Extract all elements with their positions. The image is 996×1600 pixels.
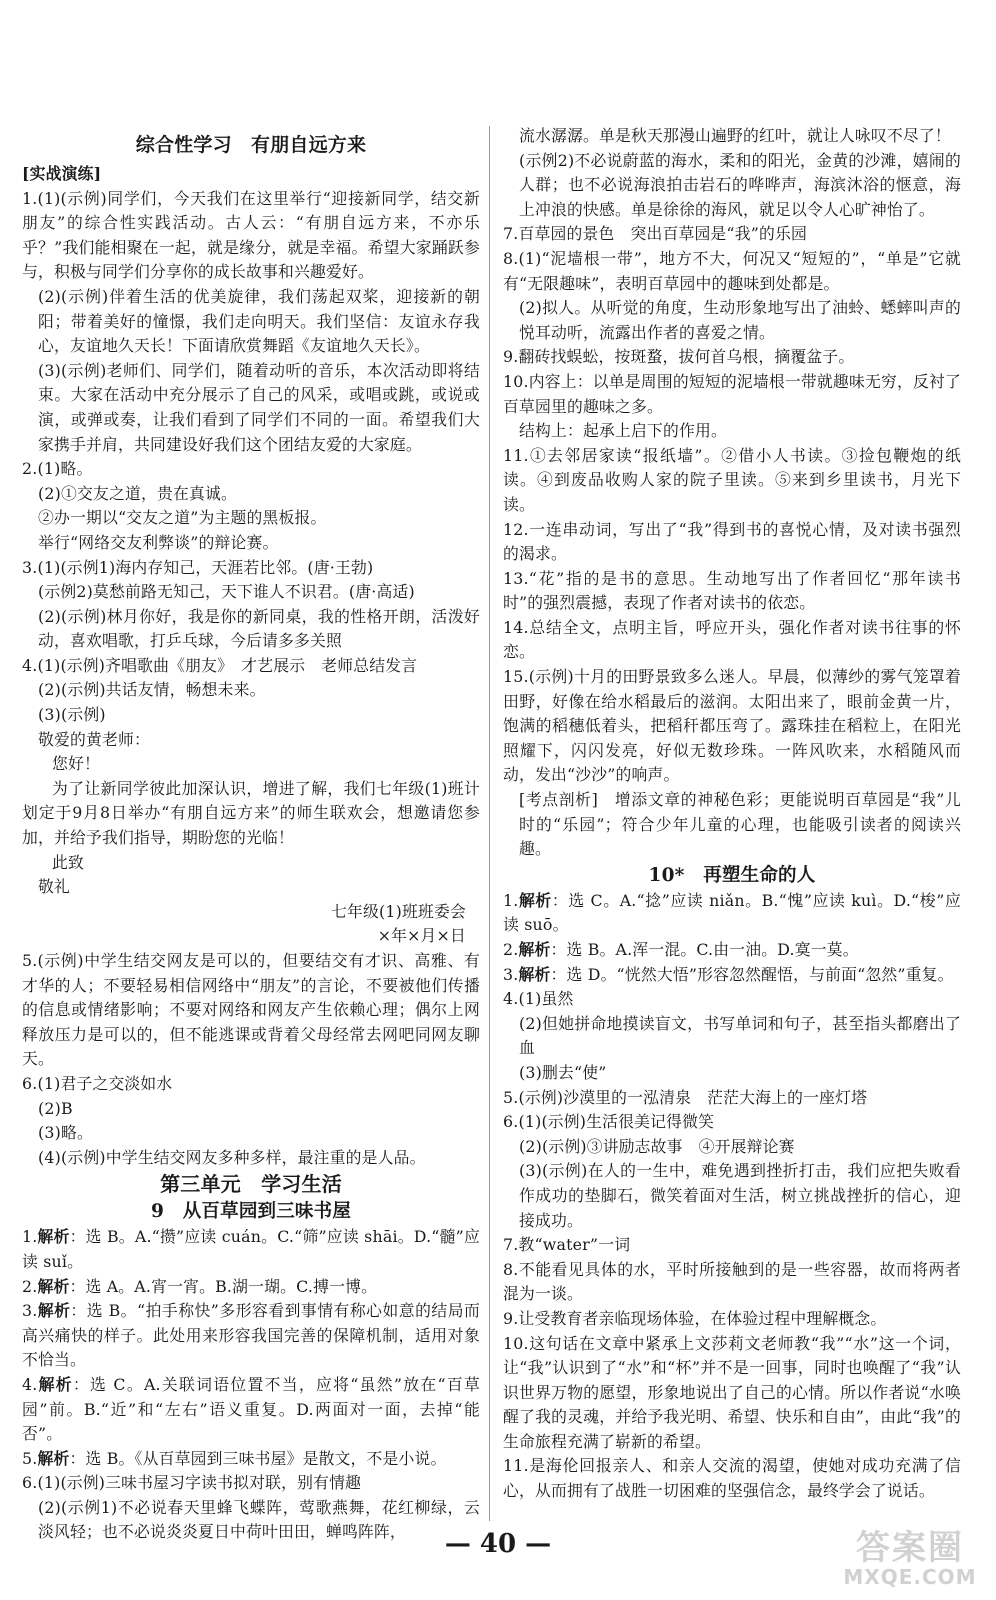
answer-item: 6.(1)(示例)生活很美记得微笑 (503, 1112, 715, 1132)
answer-subitem: (2)①交友之道，贵在真诚。 (38, 483, 237, 503)
answer-subitem: (示例2)不必说蔚蓝的海水，柔和的阳光，金黄的沙滩，嬉闹的人群；也不必说海浪拍击岩石的哗哗声，海滨沐浴的惬意，海上冲浪的快感。单是徐徐的海风，就足以令人心旷神怡了。 (519, 150, 961, 219)
analysis-label: 解析 (518, 940, 551, 959)
answer-subitem: (3)略。 (38, 1123, 93, 1143)
analysis-label: 解析 (518, 964, 551, 984)
answer-subitem: (2)(示例)③讲励志故事 ④开展辩论赛 (519, 1136, 795, 1156)
analysis-text: ：选 A。A.宵一宵。B.湖一瑚。C.搏一博。 (69, 1276, 378, 1296)
answer-item: 7.教“water”一词 (503, 1235, 631, 1255)
answer-subitem: (2)拟人。从听觉的角度，生动形象地写出了油蛉、蟋蟀叫声的悦耳动听，流露出作者的喜爱之情。 (519, 298, 961, 342)
answer-item (22, 1447, 480, 1472)
answer-item: 6.(1)君子之交淡如水 (22, 1073, 173, 1093)
answer-subitem: (2)(示例)伴着生活的优美旋律，我们荡起双桨，迎接新的朝阳；带着美好的憧憬，我们走向明天。我们坚信：友谊永存我心，友谊地久天长！下面请欣赏舞蹈《友谊地久天长》。 (38, 286, 480, 356)
watermark-logo-text: 答案圈 (856, 1528, 964, 1568)
lesson-title: 9 从百草园到三味书屋 (150, 1201, 352, 1223)
answer-item: 7.百草园的景色 突出百草园是“我”的乐园 (503, 224, 807, 244)
answer-subitem: (3)(示例) (38, 705, 106, 725)
item-number: 5. (22, 1448, 38, 1468)
item-number: 3. (22, 1301, 38, 1321)
answer-subitem: (3)(示例)老师们、同学们，随着动听的音乐，本次活动即将结束。大家在活动中充分展示了自己的风采，或唱或跳，或说或演，或弹或奏，让我们看到了同学们不同的一面。希望我们大家携手并肩，共同建设好我们这个团结友爱的大家庭。 (38, 360, 480, 454)
column-divider (489, 126, 490, 1521)
answer-subitem: (3)删去“使” (519, 1062, 607, 1082)
answer-subitem: 敬爱的黄老师： (38, 729, 150, 749)
answer-item: 15.(示例)十月的田野景致多么迷人。早晨，似薄纱的雾气笼罩着田野，好像在给水稻最后的滋润。太阳出来了，眼前金黄一片，饱满的稻穗低着头，把稻秆都压弯了。露珠挂在稻粒上，在阳光照耀下，闪闪发亮，好似无数珍珠。一阵风吹来，水稻随风而动，发出“沙沙”的响声。 (503, 667, 961, 785)
answer-item: 8.不能看见具体的水，平时所接触到的是一些容器，故而将两者混为一谈。 (503, 1259, 961, 1304)
right-column (503, 124, 961, 1504)
analysis-text: ：选 B。“拍手称快”多形容看到事情有称心如意的结局而高兴痛快的样子。此处用来形容我国完善的保障机制，适用对象不恰当。 (22, 1301, 481, 1370)
analysis-text: ：选 B。A.浑一混。C.由一油。D.寞一莫。 (550, 940, 859, 959)
answer-item: 5.(示例)沙漠里的一泓清泉 茫茫大海上的一座灯塔 (503, 1087, 868, 1107)
answer-subitem: ②办一期以“交友之道”为主题的黑板报。 (38, 508, 327, 528)
answer-item: 4.(1)(示例)齐唱歌曲《朋友》 才艺展示 老师总结发言 (22, 655, 418, 675)
answer-item (22, 1225, 480, 1274)
answer-subitem: (2)(示例)林月你好，我是你的新同桌，我的性格开朗，活泼好动，喜欢唱歌，打乒乓球，今后请多多关照 (38, 606, 480, 651)
unit-title: 第三单元 学习生活 (160, 1172, 342, 1197)
lesson-title: 10* 再塑生命的人 (648, 864, 816, 886)
answer-subitem: (2)B (38, 1098, 73, 1118)
answer-subitem: 举行“网络交友利弊谈”的辩论赛。 (38, 532, 279, 552)
letter-signature: 七年级(1)班班委会 (331, 901, 466, 921)
answer-item: 10.这句话在文章中紧承上文莎莉文老师教“我”“水”这一个词，让“我”认识到了“水”和“杯”并不是一回事，同时也唤醒了“我”认识世界万物的愿望，形象地说出了自己的心情。所以作者说“水唤醒了我的灵魂，并给予我光明、希望、快乐和自由”，由此“我”的生命旅程充满了崭新的希望。 (503, 1333, 961, 1451)
analysis-label: 解析 (37, 1227, 70, 1247)
answer-subitem: (3)(示例)在人的一生中，难免遇到挫折打击，我们应把失败看作成功的垫脚石，微笑着面对生活，树立挑战挫折的信心，迎接成功。 (519, 1161, 961, 1230)
answer-item (503, 963, 961, 988)
answer-item: 9.翻砖找蜈蚣，按斑蝥，拔何首乌根，摘覆盆子。 (503, 347, 855, 367)
left-column (22, 124, 480, 1545)
section-title: 综合性学习 有朋自远方来 (135, 134, 367, 156)
page-number: — 40 — (444, 1529, 552, 1559)
letter-signature: ×年×月×日 (377, 926, 466, 946)
answer-item: 1.(1)(示例)同学们，今天我们在这里举行“迎接新同学，结交新朋友”的综合性实践活动。古人云：“有朋自远方来，不亦乐乎？”我们能相聚在一起，就是缘分，就是幸福。希望大家踊跃参与，积极与同学们分享你的成长故事和兴趣爱好。 (22, 188, 480, 282)
answer-subitem: 结构上：起承上启下的作用。 (519, 421, 727, 441)
item-number: 2. (503, 940, 519, 959)
answer-subitem: [考点剖析] 增添文章的神秘色彩；更能说明百草园是“我”儿时的“乐园”；符合少年儿童的心理，也能吸引读者的阅读兴趣。 (519, 790, 961, 859)
answer-item: 2.(1)略。 (22, 459, 93, 479)
analysis-label: 解析 (37, 1301, 71, 1321)
item-number: 1. (22, 1227, 38, 1247)
analysis-label: 解析 (37, 1276, 70, 1296)
answer-item (22, 1275, 480, 1300)
analysis-text: ：选 D。“恍然大悟”形容忽然醒悟，与前面“忽然”重复。 (550, 964, 954, 984)
answer-item (22, 1299, 480, 1373)
site-watermark (835, 1530, 985, 1592)
letter-line: 为了让新同学彼此加深认识，增进了解，我们七年级(1)班计划定于9月8日举办“有朋自远方来”的师生联欢会，想邀请您参加，并给予我们指导，期盼您的光临！ (22, 778, 480, 848)
answer-item: 11.①去邻居家读“报纸墙”。②借小人书读。③捡包鞭炮的纸读。④到废品收购人家的院子里读。⑤来到乡里读书，月光下读。 (503, 445, 961, 514)
item-number: 3. (503, 964, 519, 984)
analysis-label: 解析 (37, 1374, 73, 1394)
answer-item: 8.(1)“泥墙根一带”，地方不大，何况又“短短的”，“单是”它就有“无限趣味”，表明百草园中的趣味到处都是。 (503, 248, 961, 293)
answer-item: 11.是海伦回报亲人、和亲人交流的渴望，使她对成功充满了信心，从而拥有了战胜一切困难的坚强信念，最终学会了说话。 (503, 1456, 961, 1501)
analysis-text: ：选 B。A.“攒”应读 cuán。C.“筛”应读 shāi。D.“髓”应读 suǐ。 (22, 1227, 480, 1271)
analysis-text: ：选 B。《从百草园到三味书屋》是散文，不是小说。 (69, 1448, 447, 1468)
answer-item: 12.一连串动词，写出了“我”得到书的喜悦心情，及对读书强烈的渴求。 (503, 519, 961, 564)
answer-subitem: (2)(示例1)不必说春天里蜂飞蝶阵，莺歌燕舞，花红柳绿，云淡风轻；也不必说炎炎夏日中荷叶田田，蝉鸣阵阵， (38, 1497, 480, 1542)
letter-line: 您好！ (52, 754, 100, 774)
answer-item (503, 889, 961, 938)
answer-item: 13.“花”指的是书的意思。生动地写出了作者回忆“那年读书时”的强烈震撼，表现了作者对读书的依恋。 (503, 568, 961, 613)
answer-item: 3.(1)(示例1)海内存知己，天涯若比邻。(唐·王勃) (22, 557, 374, 577)
answer-subitem: 流水潺潺。单是秋天那漫山遍野的红叶，就让人咏叹不尽了！ (519, 126, 951, 145)
analysis-label: 解析 (518, 890, 552, 910)
answer-subitem: 敬礼 (38, 877, 70, 897)
answer-item (503, 938, 961, 963)
analysis-text: ：选 C。A.“捻”应读 niǎn。B.“愧”应读 kuì。D.“梭”应读 suō。 (503, 890, 961, 935)
section-label: [实战演练] (22, 164, 102, 183)
answer-item: 10.内容上：以单是周围的短短的泥墙根一带就趣味无穷，反衬了百草园里的趣味之多。 (503, 371, 961, 416)
answer-subitem: (示例2)莫愁前路无知己，天下谁人不识君。(唐·高适) (38, 582, 415, 602)
answer-item: 9.让受教育者亲临现场体验，在体验过程中理解概念。 (503, 1308, 887, 1328)
item-number: 4. (22, 1374, 38, 1394)
analysis-text: ：选 C。A.关联词语位置不当，应将“虽然”放在“百草园”前。B.“近”和“左右”语义重复。D.两面对一面，去掉“能否”。 (22, 1374, 480, 1444)
answer-item: 4.(1)虽然 (503, 989, 574, 1009)
analysis-label: 解析 (37, 1448, 70, 1468)
answer-subitem: (2)但她拼命地摸读盲文，书写单词和句子，甚至指头都磨出了血 (519, 1013, 961, 1058)
letter-line: 此致 (52, 852, 84, 872)
item-number: 2. (22, 1276, 38, 1296)
answer-item (22, 1373, 480, 1447)
answer-subitem: (2)(示例)共话友情，畅想未来。 (38, 680, 266, 700)
item-number: 1. (503, 890, 519, 910)
answer-item: 6.(1)(示例)三味书屋习字读书拟对联，别有情趣 (22, 1473, 362, 1493)
watermark-url: MXQE.COM (843, 1565, 977, 1589)
answer-item: 14.总结全文，点明主旨，呼应开头，强化作者对读书往事的怀恋。 (503, 617, 961, 662)
answer-subitem: (4)(示例)中学生结交网友多种多样，最注重的是人品。 (38, 1147, 426, 1167)
answer-item: 5.(示例)中学生结交网友是可以的，但要结交有才识、高雅、有才华的人；不要轻易相信网络中“朋友”的言论，不要被他们传播的信息或情绪影响；不要对网络和网友产生依赖心理；偶尔上网释放压力是可以的，但不能逃课或背着父母经常去网吧同网友聊天。 (22, 951, 480, 1069)
